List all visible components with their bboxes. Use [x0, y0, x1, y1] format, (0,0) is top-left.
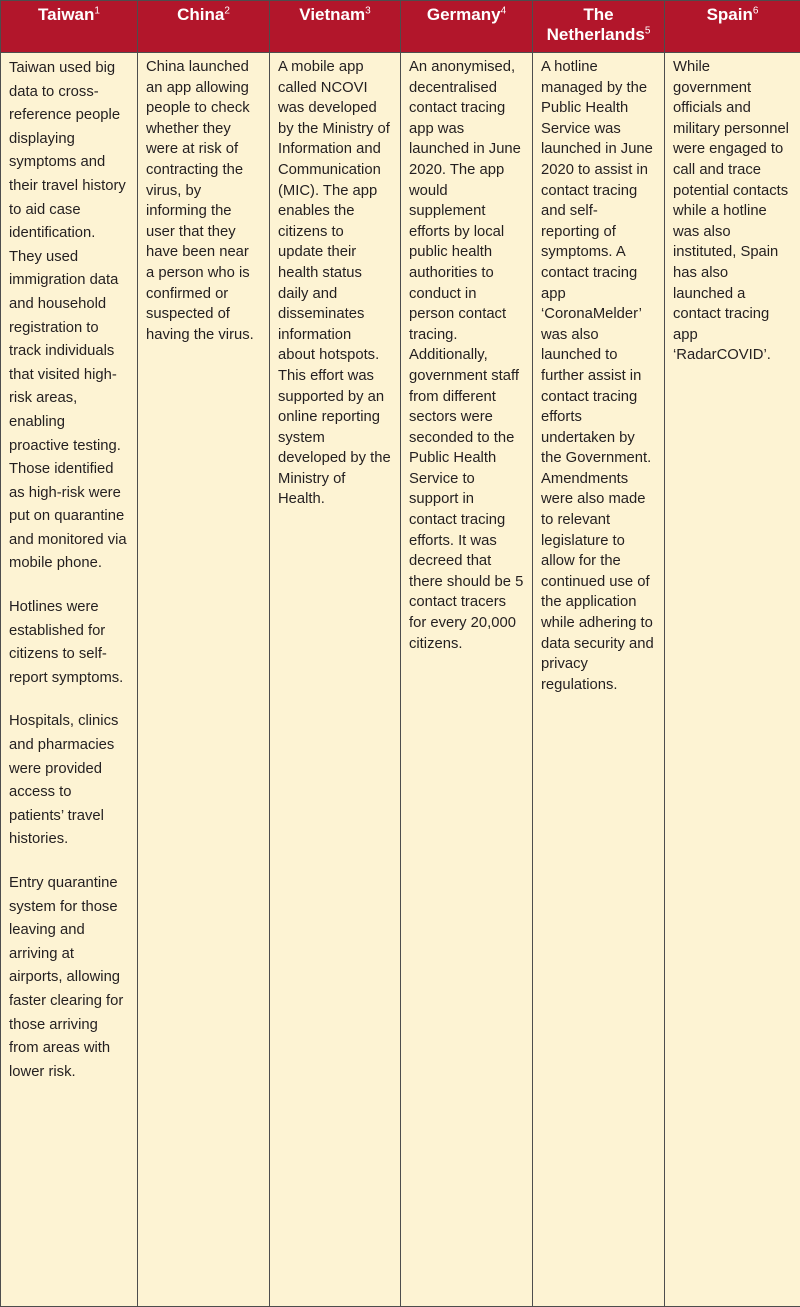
header-china: China$^2$	[138, 1, 270, 53]
header-row	[1, 1, 800, 53]
taiwan-paragraph: Entry quarantine system for those leaving and arriving at airports, allowing faster clearing for those arriving from areas with lower risk.	[9, 875, 124, 1080]
header-vietnam: Vietnam$^3$	[270, 1, 401, 53]
china-text: China launched an app allowing people to check whether they were at risk of contracting the virus, by informing the user that they have been near a person who is confirmed or suspected of having the virus.	[146, 59, 254, 343]
header-spain: Spain$^6$	[665, 1, 800, 53]
header-taiwan: Taiwan$^1$	[1, 1, 138, 53]
cell-germany	[401, 53, 533, 1307]
cell-spain	[665, 53, 800, 1307]
vietnam-text: A mobile app called NCOVI was developed by the Ministry of Information and Communication (MIC). The app enables the citizens to update their health status daily and disseminates information about hotspots. This effort was supported by an online reporting system developed by the Ministry of Health.	[278, 59, 391, 508]
header-netherlands: The Netherlands$^5$	[533, 1, 665, 53]
table-row	[1, 53, 800, 1307]
cell-taiwan	[1, 53, 138, 1307]
taiwan-paragraph: Hotlines were established for citizens to self-report symptoms.	[9, 599, 124, 686]
netherlands-text: A hotline managed by the Public Health Service was launched in June 2020 to assist in contact tracing and self-reporting of symptoms. A contact tracing app ‘CoronaMelder’ was also launched to further assist in contact tracing efforts undertaken by the Government. Amendments were also made to relevant legislature to allow for the continued use of the application while adhering to data security and privacy regulations.	[541, 59, 654, 693]
cell-netherlands	[533, 53, 665, 1307]
germany-text: An anonymised, decentralised contact tracing app was launched in June 2020. The app would supplement efforts by local public health authorities to conduct in person contact tracing. Additionally, government staff from different sectors were seconded to the Public Health Service to support in contact tracing efforts. It was decreed that there should be 5 contact tracers for every 20,000 citizens.	[409, 59, 524, 652]
header-germany: Germany$^4$	[401, 1, 533, 53]
cell-china	[138, 53, 270, 1307]
cell-vietnam	[270, 53, 401, 1307]
taiwan-paragraph: Hospitals, clinics and pharmacies were provided access to patients’ travel histories.	[9, 713, 119, 848]
spain-text: While government officials and military personnel were engaged to call and trace potential contacts while a hotline was also instituted, Spain has also launched a contact tracing app ‘RadarCOVID’.	[673, 59, 789, 364]
taiwan-paragraph: Taiwan used big data to cross-reference people displaying symptoms and their travel history to aid case identification. They used immigration data and household registration to track individuals that visited high-risk areas, enabling proactive testing. Those identified as high-risk were put on quarantine and monitored via mobile phone.	[9, 60, 127, 572]
